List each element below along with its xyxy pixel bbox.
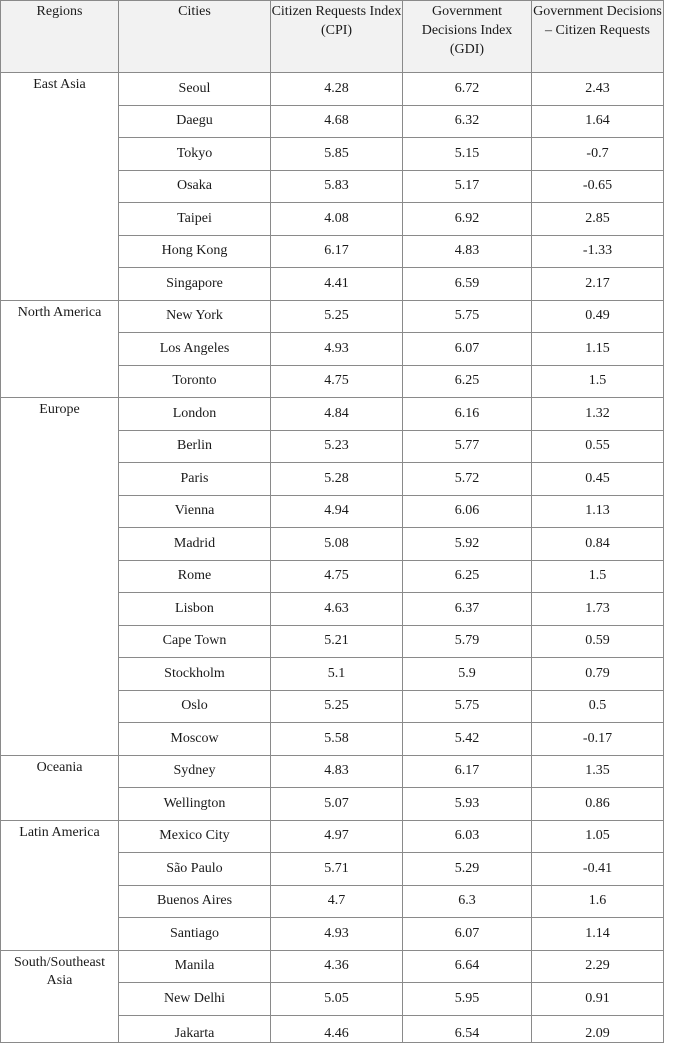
city-cell: New Delhi bbox=[119, 983, 271, 1016]
cpi-cell: 4.41 bbox=[271, 268, 403, 301]
city-cell: Los Angeles bbox=[119, 333, 271, 366]
table-row bbox=[1, 300, 664, 333]
city-cell: Wellington bbox=[119, 788, 271, 821]
cpi-cell: 4.83 bbox=[271, 755, 403, 788]
gdi-cell: 5.93 bbox=[403, 788, 532, 821]
gdi-cell: 5.79 bbox=[403, 625, 532, 658]
cpi-cell: 5.58 bbox=[271, 723, 403, 756]
difference-cell: -0.17 bbox=[532, 723, 664, 756]
header-difference: Government Decisions – Citizen Requests bbox=[532, 1, 664, 73]
city-cell: Stockholm bbox=[119, 658, 271, 691]
gdi-cell: 6.17 bbox=[403, 755, 532, 788]
cpi-cell: 4.63 bbox=[271, 593, 403, 626]
city-cell: Moscow bbox=[119, 723, 271, 756]
difference-cell: 1.5 bbox=[532, 560, 664, 593]
difference-cell: 0.5 bbox=[532, 690, 664, 723]
cpi-cell: 5.07 bbox=[271, 788, 403, 821]
cpi-cell: 5.25 bbox=[271, 300, 403, 333]
header-regions: Regions bbox=[1, 1, 119, 73]
gdi-cell: 4.83 bbox=[403, 235, 532, 268]
cpi-cell: 5.25 bbox=[271, 690, 403, 723]
gdi-cell: 6.25 bbox=[403, 560, 532, 593]
difference-cell: -0.65 bbox=[532, 170, 664, 203]
gdi-cell: 5.72 bbox=[403, 463, 532, 496]
gdi-cell: 6.06 bbox=[403, 495, 532, 528]
gdi-cell: 5.15 bbox=[403, 138, 532, 171]
city-cell: Madrid bbox=[119, 528, 271, 561]
difference-cell: 0.59 bbox=[532, 625, 664, 658]
gdi-cell: 5.17 bbox=[403, 170, 532, 203]
gdi-cell: 6.92 bbox=[403, 203, 532, 236]
cpi-cell: 5.08 bbox=[271, 528, 403, 561]
cpi-cell: 5.71 bbox=[271, 853, 403, 886]
difference-cell: 1.73 bbox=[532, 593, 664, 626]
difference-cell: 0.84 bbox=[532, 528, 664, 561]
city-cell: Osaka bbox=[119, 170, 271, 203]
difference-cell: 1.15 bbox=[532, 333, 664, 366]
difference-cell: 1.64 bbox=[532, 105, 664, 138]
city-cell: Vienna bbox=[119, 495, 271, 528]
gdi-cell: 5.95 bbox=[403, 983, 532, 1016]
difference-cell: -1.33 bbox=[532, 235, 664, 268]
city-cell: Mexico City bbox=[119, 820, 271, 853]
header-cpi: Citizen Requests Index (CPI) bbox=[271, 1, 403, 73]
cpi-cell: 5.1 bbox=[271, 658, 403, 691]
header-gdi: Government Decisions Index (GDI) bbox=[403, 1, 532, 73]
region-cell: South/Southeast Asia bbox=[1, 950, 119, 1042]
cpi-cell: 4.97 bbox=[271, 820, 403, 853]
table-row bbox=[1, 73, 664, 106]
cpi-cell: 4.28 bbox=[271, 73, 403, 106]
city-cell: Taipei bbox=[119, 203, 271, 236]
cpi-cell: 5.23 bbox=[271, 430, 403, 463]
gdi-cell: 6.37 bbox=[403, 593, 532, 626]
table-row bbox=[1, 820, 664, 853]
gdi-cell: 6.32 bbox=[403, 105, 532, 138]
gdi-cell: 6.64 bbox=[403, 950, 532, 983]
city-cell: New York bbox=[119, 300, 271, 333]
gdi-cell: 5.92 bbox=[403, 528, 532, 561]
city-cell: Oslo bbox=[119, 690, 271, 723]
city-cell: Singapore bbox=[119, 268, 271, 301]
difference-cell: 2.29 bbox=[532, 950, 664, 983]
difference-cell: 0.79 bbox=[532, 658, 664, 691]
gdi-cell: 6.54 bbox=[403, 1015, 532, 1042]
gdi-cell: 5.29 bbox=[403, 853, 532, 886]
gdi-cell: 5.77 bbox=[403, 430, 532, 463]
city-cell: Sydney bbox=[119, 755, 271, 788]
cpi-cell: 5.85 bbox=[271, 138, 403, 171]
city-cell: São Paulo bbox=[119, 853, 271, 886]
difference-cell: 0.55 bbox=[532, 430, 664, 463]
difference-cell: 2.09 bbox=[532, 1015, 664, 1042]
city-cell: Hong Kong bbox=[119, 235, 271, 268]
city-cell: Buenos Aires bbox=[119, 885, 271, 918]
cpi-cell: 6.17 bbox=[271, 235, 403, 268]
city-cell: Daegu bbox=[119, 105, 271, 138]
region-cell: East Asia bbox=[1, 73, 119, 301]
gdi-cell: 6.25 bbox=[403, 365, 532, 398]
difference-cell: 2.85 bbox=[532, 203, 664, 236]
city-cell: Berlin bbox=[119, 430, 271, 463]
difference-cell: 1.13 bbox=[532, 495, 664, 528]
cpi-cell: 4.75 bbox=[271, 560, 403, 593]
difference-cell: 1.5 bbox=[532, 365, 664, 398]
cpi-cell: 4.46 bbox=[271, 1015, 403, 1042]
cpi-cell: 5.83 bbox=[271, 170, 403, 203]
cpi-cell: 5.21 bbox=[271, 625, 403, 658]
table-row bbox=[1, 755, 664, 788]
cpi-cell: 4.7 bbox=[271, 885, 403, 918]
difference-cell: 1.35 bbox=[532, 755, 664, 788]
gdi-cell: 6.59 bbox=[403, 268, 532, 301]
region-cell: North America bbox=[1, 300, 119, 398]
table-row bbox=[1, 950, 664, 983]
city-cell: Toronto bbox=[119, 365, 271, 398]
difference-cell: 0.45 bbox=[532, 463, 664, 496]
city-cell: Seoul bbox=[119, 73, 271, 106]
header-row bbox=[1, 1, 664, 73]
region-cell: Latin America bbox=[1, 820, 119, 950]
difference-cell: 1.05 bbox=[532, 820, 664, 853]
gdi-cell: 5.75 bbox=[403, 300, 532, 333]
gdi-cell: 6.72 bbox=[403, 73, 532, 106]
gdi-cell: 5.42 bbox=[403, 723, 532, 756]
gdi-cell: 6.3 bbox=[403, 885, 532, 918]
cpi-cell: 4.36 bbox=[271, 950, 403, 983]
city-cell: Lisbon bbox=[119, 593, 271, 626]
table-body bbox=[1, 73, 664, 1043]
city-cell: Santiago bbox=[119, 918, 271, 951]
gdi-cell: 5.9 bbox=[403, 658, 532, 691]
difference-cell: 2.17 bbox=[532, 268, 664, 301]
cpi-cell: 4.84 bbox=[271, 398, 403, 431]
region-cell: Europe bbox=[1, 398, 119, 756]
gdi-cell: 6.07 bbox=[403, 333, 532, 366]
gdi-cell: 5.75 bbox=[403, 690, 532, 723]
difference-cell: -0.41 bbox=[532, 853, 664, 886]
gdi-cell: 6.16 bbox=[403, 398, 532, 431]
city-cell: Rome bbox=[119, 560, 271, 593]
difference-cell: 0.86 bbox=[532, 788, 664, 821]
city-cell: Tokyo bbox=[119, 138, 271, 171]
difference-cell: 1.14 bbox=[532, 918, 664, 951]
city-cell: Jakarta bbox=[119, 1015, 271, 1042]
header-cities: Cities bbox=[119, 1, 271, 73]
table-row bbox=[1, 398, 664, 431]
cpi-cell: 5.28 bbox=[271, 463, 403, 496]
gdi-cell: 6.07 bbox=[403, 918, 532, 951]
city-cell: Cape Town bbox=[119, 625, 271, 658]
difference-cell: 1.6 bbox=[532, 885, 664, 918]
difference-cell: 2.43 bbox=[532, 73, 664, 106]
difference-cell: 0.49 bbox=[532, 300, 664, 333]
cpi-cell: 4.75 bbox=[271, 365, 403, 398]
difference-cell: 0.91 bbox=[532, 983, 664, 1016]
cpi-cell: 4.68 bbox=[271, 105, 403, 138]
cpi-cell: 5.05 bbox=[271, 983, 403, 1016]
city-cell: Paris bbox=[119, 463, 271, 496]
city-cell: London bbox=[119, 398, 271, 431]
cpi-cell: 4.94 bbox=[271, 495, 403, 528]
city-cell: Manila bbox=[119, 950, 271, 983]
difference-cell: 1.32 bbox=[532, 398, 664, 431]
cpi-cell: 4.08 bbox=[271, 203, 403, 236]
region-cell: Oceania bbox=[1, 755, 119, 820]
cpi-cell: 4.93 bbox=[271, 918, 403, 951]
difference-cell: -0.7 bbox=[532, 138, 664, 171]
gdi-cell: 6.03 bbox=[403, 820, 532, 853]
cpi-cell: 4.93 bbox=[271, 333, 403, 366]
